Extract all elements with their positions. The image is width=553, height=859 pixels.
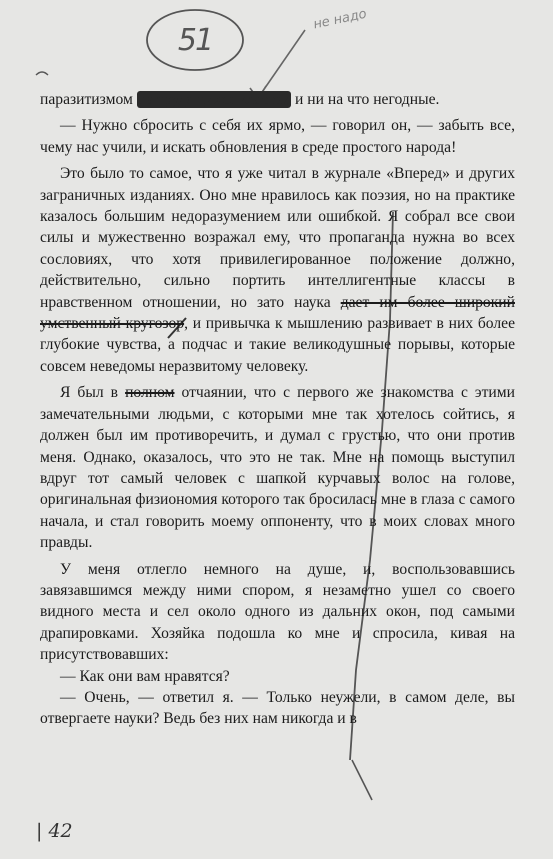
margin-tick-mark <box>36 72 48 75</box>
page-footer-number: | 42 <box>36 820 73 842</box>
crossed-out-text: полном <box>125 384 175 402</box>
diagonal-deletion-line <box>352 760 372 800</box>
paragraph-5: У меня отлегло немного на душе, и, воспользовавшись завязавшимся между ними спором, я незаметно ушел со своего видного места и сел около одного из дальних окон, под самыми драпировками. Хозяйка подошла ко мне и спросила, кивая на присутствовавших: <box>40 560 515 664</box>
struck-text: на трудящихся классах <box>137 91 291 108</box>
paragraph-7: — Очень, — ответил я. — Только неужели, в самом деле, вы отвергаете науки? Ведь без них нам никогда и в <box>40 688 515 728</box>
text-run: Это было то самое, что я уже читал в журнале «Вперед» и других заграничных изданиях. Оно мне нравилось как поэзия, но на практике казалось большим недоразумением или ошибкой. Я собрал все свои силы и мужественно возражал ему, что пропаганда нужна во всех сословиях, что хотя привилегированное положение должно, действительно, сильно портить интеллигентные классы в нравственном отношении, но зато наука <box>40 165 515 311</box>
body-text <box>40 89 515 730</box>
paragraph-6: — Как они вам нравятся? <box>60 667 230 685</box>
text-run: Я был в <box>60 384 119 402</box>
paragraph-3 <box>40 163 515 377</box>
crossed-out-text: дает им более широкий умственный кругозор <box>40 293 515 333</box>
paragraph-4 <box>40 382 515 553</box>
margin-note: не надо <box>312 6 369 33</box>
text-run: паразитизмом <box>40 91 133 108</box>
paragraph-2: — Нужно сбросить с себя их ярмо, — говорил он, — забыть все, чему нас учили, и искать обновления в среде простого народа! <box>40 117 515 156</box>
paragraph-1 <box>40 89 515 110</box>
text-run: и ни на что негодные. <box>295 91 440 108</box>
text-run: , и привычка к мышлению развивает в них более глубокие чувства, а подчас и такие великодушные порывы, которые совсем неведомы неразвитому человеку. <box>40 315 516 375</box>
page-marker: 51 <box>177 23 213 58</box>
arrow-mark <box>258 30 305 98</box>
text-run: отчаянии, что с первого же знакомства с этими замечательными людьми, с которыми мне так хотелось сойтись, я должен был им противоречить, и думал с грустью, что они против меня. Однако, оказалось, что это не так. Мне на помощь выступил вдруг тот самый человек с шапкой курчавых волос на голове, оригинальная физиономия которого так бросилась мне в глаза с самого начала, и стал говорить моему оппоненту, что в моих словах много правды. <box>40 384 515 552</box>
